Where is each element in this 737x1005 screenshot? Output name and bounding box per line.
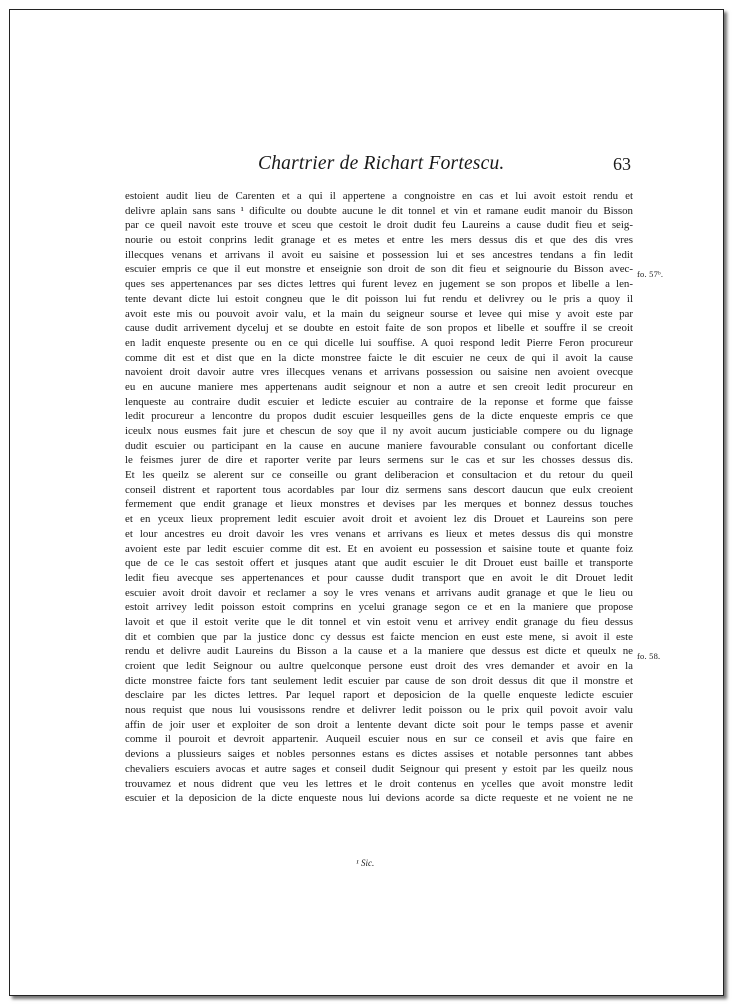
text-line: affin de joir user et exploiter de son droit a lentente devant dicte soit pour le temps passe et avenir [125, 718, 633, 731]
body-text [125, 189, 633, 806]
text-line: navoient droit davoir autre vres illecques venans et arrivans possession ou saisine nen avoient ovecque [125, 366, 633, 379]
text-line: eu en aucune maniere mes appertenans audit seignour et non a autre et sen creoit ledit procureur en [125, 380, 633, 393]
text-line: ledit fieu avecque ses appertenances et pour causse dudit transport que en avoit le dit Drouet ledit [125, 571, 633, 584]
text-line: devions a plussieurs saiges et nobles personnes estans es dictes assises et notable personnes tant abbes [125, 748, 633, 761]
text-line: en ladit enqueste presente ou en ce qui dicelle lui souffise. A quoi respond ledit Pierre Feron procureur [125, 336, 633, 349]
text-line: rendu et delivre audit Laureins du Bisson a la cause et a la maniere que dessus est dicte et queulx ne [125, 645, 633, 658]
text-line: comme il pouroit et devroit appartenir. Auqueil escuier nous en sur ce conseil et avis que faire en [125, 733, 633, 746]
text-line: lavoit et que il estoit verite que le dit tonnel et vin estoit venu et arrivey endit granage du fieu dessus [125, 615, 633, 628]
text-line: par ce queil navoit este trouve et sceu que cestoit le droit dudit feu Laureins a cause dudit fieu et seig- [125, 219, 633, 232]
text-line: croient que ledit Seignour ou aultre quelconque persone eust droit des vres demander et avoir en la [125, 660, 633, 672]
text-line: le feismes jurer de dire et raporter verite par leurs sermens sur le cas et sur les chosses dessus dis. [125, 454, 633, 467]
text-line: et lour ancestres eu droit davoir les vres venans et arrivans es lieux et metes dessus dis qui monstre [125, 527, 633, 540]
text-line: trouvamez et nous didrent que veu les lettres et le droit contenus en ycelles que avoit monstre ledit [125, 777, 633, 790]
text-line: dicte monstree faicte fors tant seulement ledit escuier par cause de son droit dessus dit que il monstre et [125, 674, 633, 687]
text-line: tente devant dicte lui estoit congneu que le dit poisson lui fut rendu et delivrey ou le pris a quoy il [125, 292, 633, 305]
margin-folio-note: fo. 58. [637, 651, 661, 662]
running-head [10, 153, 723, 183]
text-line: estoient audit lieu de Carenten et a qui il appertene a congnoistre en cas et lui avoit estoit rendu et [125, 190, 633, 202]
text-line: chevaliers escuiers avocas et autre sages et conseil dudit Seignour qui present y estoit par les queilz nous [125, 762, 633, 775]
text-line: avoit este mis ou pouvoit avoir valu, et la main du seigneur sourse et levee qui mise y avoit este par [125, 307, 633, 320]
page-title: Chartrier de Richart Fortescu. [258, 153, 505, 174]
page-frame [9, 9, 724, 996]
text-line: que de ce le cas sestoit offert et jusques atant que audit escuier le dit Drouet eust baille et transporte [125, 557, 633, 570]
text-line: ledit procureur a lencontre du propos dudit escuier lesqueilles gens de la dicte enqueste empris ce que [125, 410, 633, 423]
text-line: illecques venans et arrivans il avoit eu saisine et possession lui et ses ancestres tendans a fin ledit [125, 248, 633, 261]
text-line: iceulx nous eusmes fait jure et chescun de soy que il ny avoit aucum justiciable compere ou du lignage [125, 425, 633, 437]
text-line: dit et combien que par la justice donc cy dessus est faicte mencion en eust este mene, si avoit il este [125, 630, 633, 643]
text-line: escuier empris ce que il eut monstre et enseignie son droit de son dit fieu et seignourie du Bisson avec- [125, 263, 633, 276]
text-line: delivre aplain sans sans ¹ dificulte ou doubte aucune le dit tonnel et vin et ramane eudit manoir du Bisson [125, 204, 633, 217]
text-line: estoit arrivey ledit poisson estoit comprins en ycelui granage segon ce et en la maniere que propose [125, 601, 633, 614]
text-line: Et les queilz se alerent sur ce conseille ou grant deliberacion et consultacion et du retour du queil [125, 469, 633, 482]
text-line: comme dit est et dist que en la dicte monstree faicte le dit escuier ne ceux de qui il avoit la cause [125, 351, 633, 364]
text-line: nourie ou estoit conprins ledit granage et es metes et entre les mers dessus dis et que des dis vres [125, 234, 633, 247]
text-line: lenqueste au contraire dudit escuier et ledicte escuier au contraire de la reponse et forme que faisse [125, 395, 633, 408]
page-number: 63 [613, 154, 631, 174]
text-line: fermement que endit granage et lieux monstres et devises par les merques et bonnez dessus touches [125, 498, 633, 511]
text-line: dudit escuier ou participant en la cause en aucune maniere favourable consulant ou confortant dicelle [125, 439, 633, 452]
text-line: escuier avoit droit davoir et reclamer a soy le vres venans et arrivans audit granage et que le lieu ou [125, 586, 633, 599]
footnote: ¹ Sic. [356, 858, 375, 868]
margin-folio-note: fo. 57ᵇ. [637, 269, 664, 280]
text-line: escuier et la deposicion de la dicte enqueste nous lui devions acorde sa dicte requeste et ne voient ne ne [125, 792, 633, 805]
text-line: conseil distrent et raportent tous acordables par lour diz sermens sans descort daucun que eulx creoient [125, 483, 633, 496]
text-line: cause dudit arrivement dyceluj et se doubte en estoit faite de son propos et libelle et souffre il se creoit [125, 322, 633, 335]
text-line: nous requist que nous lui vousissons rendre et delivrer ledit poisson ou le prix quil povoit avoir valu [125, 704, 633, 717]
text-line: ques ses appertenances par ses dictes lettres qui furent levez en jugement se son propos et libelle a len- [125, 278, 633, 291]
text-line: et en yceux lieux proprement ledit escuier avoit droit et avoient lez dis Drouet et Laureins son pere [125, 513, 633, 526]
text-line: avoient este par ledit escuier comme dit est. Et en avoient eu possession et saisine toute et quante foiz [125, 542, 633, 555]
text-line: desclaire par les dictes lettres. Par lequel raport et deposicion de la quelle enqueste ledicte escuier [125, 689, 633, 702]
